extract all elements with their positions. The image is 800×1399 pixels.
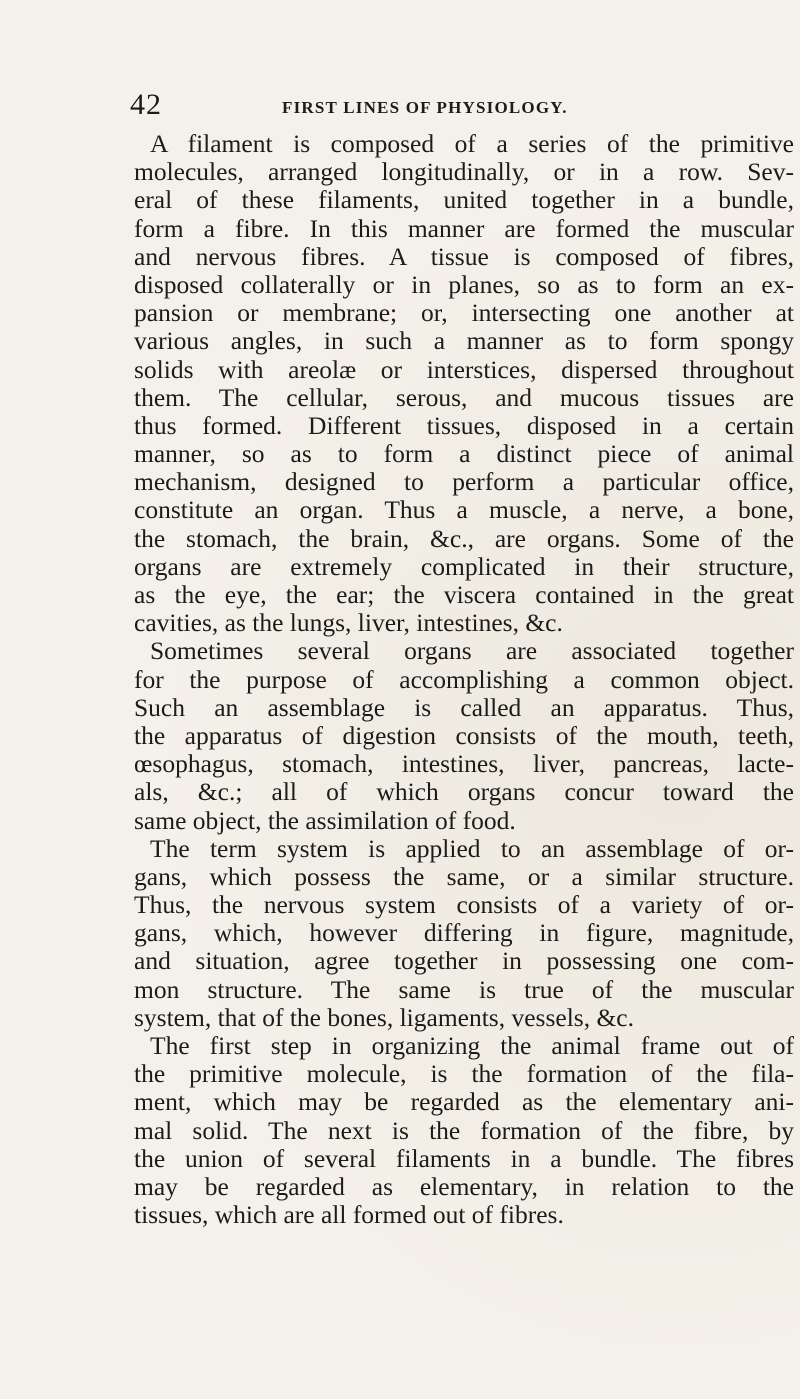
text-line: thus formed. Different tissues, disposed in a certain — [134, 410, 794, 440]
text-line: œsophagus, stomach, intestines, liver, pancreas, lacte- — [134, 749, 794, 779]
text-line: constitute an organ. Thus a muscle, a nerve, a bone, — [134, 495, 794, 525]
text-line: tissues, which are all formed out of fibres. — [134, 1200, 564, 1230]
page-number: 42 — [130, 88, 162, 121]
text-line: eral of these filaments, united together in a bundle, — [134, 185, 794, 215]
text-line: organs are extremely complicated in their structure, — [134, 551, 794, 581]
text-line: gans, which possess the same, or a similar structure. — [134, 861, 794, 891]
text-line: Sometimes several organs are associated together — [150, 636, 794, 666]
text-line: as the eye, the ear; the viscera contained in the great — [134, 580, 794, 609]
text-line: the union of several filaments in a bundle. The fibres — [134, 1143, 794, 1173]
text-line: and nervous fibres. A tissue is composed of fibres, — [134, 241, 794, 271]
text-line: molecules, arranged longitudinally, or in a row. Sev- — [134, 157, 794, 187]
text-line: ment, which may be regarded as the elementary ani- — [134, 1087, 794, 1117]
text-line: for the purpose of accomplishing a common object. — [134, 664, 794, 694]
text-line: them. The cellular, serous, and mucous tissues are — [134, 382, 794, 412]
text-line: als, &c.; all of which organs concur toward the — [134, 777, 794, 807]
text-line: Thus, the nervous system consists of a variety of or- — [134, 890, 794, 920]
text-line: gans, which, however differing in figure, magnitude, — [134, 918, 794, 948]
text-line: solids with areolæ or interstices, dispersed throughout — [134, 354, 794, 384]
text-line: manner, so as to form a distinct piece of animal — [134, 439, 794, 469]
text-line: same object, the assimilation of food. — [134, 805, 516, 835]
text-line: the stomach, the brain, &c., are organs. Some of the — [134, 523, 794, 553]
text-line: mal solid. The next is the formation of the fibre, by — [134, 1115, 794, 1145]
text-line: A filament is composed of a series of the primitive — [150, 129, 794, 158]
text-line: mon structure. The same is true of the muscular — [134, 974, 794, 1004]
text-line: The first step in organizing the animal frame out of — [150, 1031, 794, 1060]
text-line: the primitive molecule, is the formation of the fila- — [134, 1059, 794, 1089]
running-title: FIRST LINES OF PHYSIOLOGY. — [282, 98, 568, 117]
text-line: disposed collaterally or in planes, so as to form an ex- — [134, 269, 794, 299]
text-line: may be regarded as elementary, in relation to the — [134, 1171, 794, 1201]
text-line: various angles, in such a manner as to form spongy — [134, 326, 794, 356]
page-header — [130, 88, 690, 124]
text-line: mechanism, designed to perform a particular office, — [134, 467, 794, 497]
text-line: pansion or membrane; or, intersecting one another at — [134, 298, 794, 328]
body-text — [134, 130, 794, 1229]
text-line: form a fibre. In this manner are formed the muscular — [134, 213, 794, 243]
text-line: Such an assemblage is called an apparatus. Thus, — [134, 692, 794, 722]
text-line: The term system is applied to an assemblage of or- — [150, 833, 794, 863]
text-line: the apparatus of digestion consists of the mouth, teeth, — [134, 720, 794, 750]
text-line: and situation, agree together in possessing one com- — [134, 946, 794, 976]
text-line: cavities, as the lungs, liver, intestines, &c. — [134, 608, 563, 638]
text-line: system, that of the bones, ligaments, vessels, &c. — [134, 1002, 635, 1032]
